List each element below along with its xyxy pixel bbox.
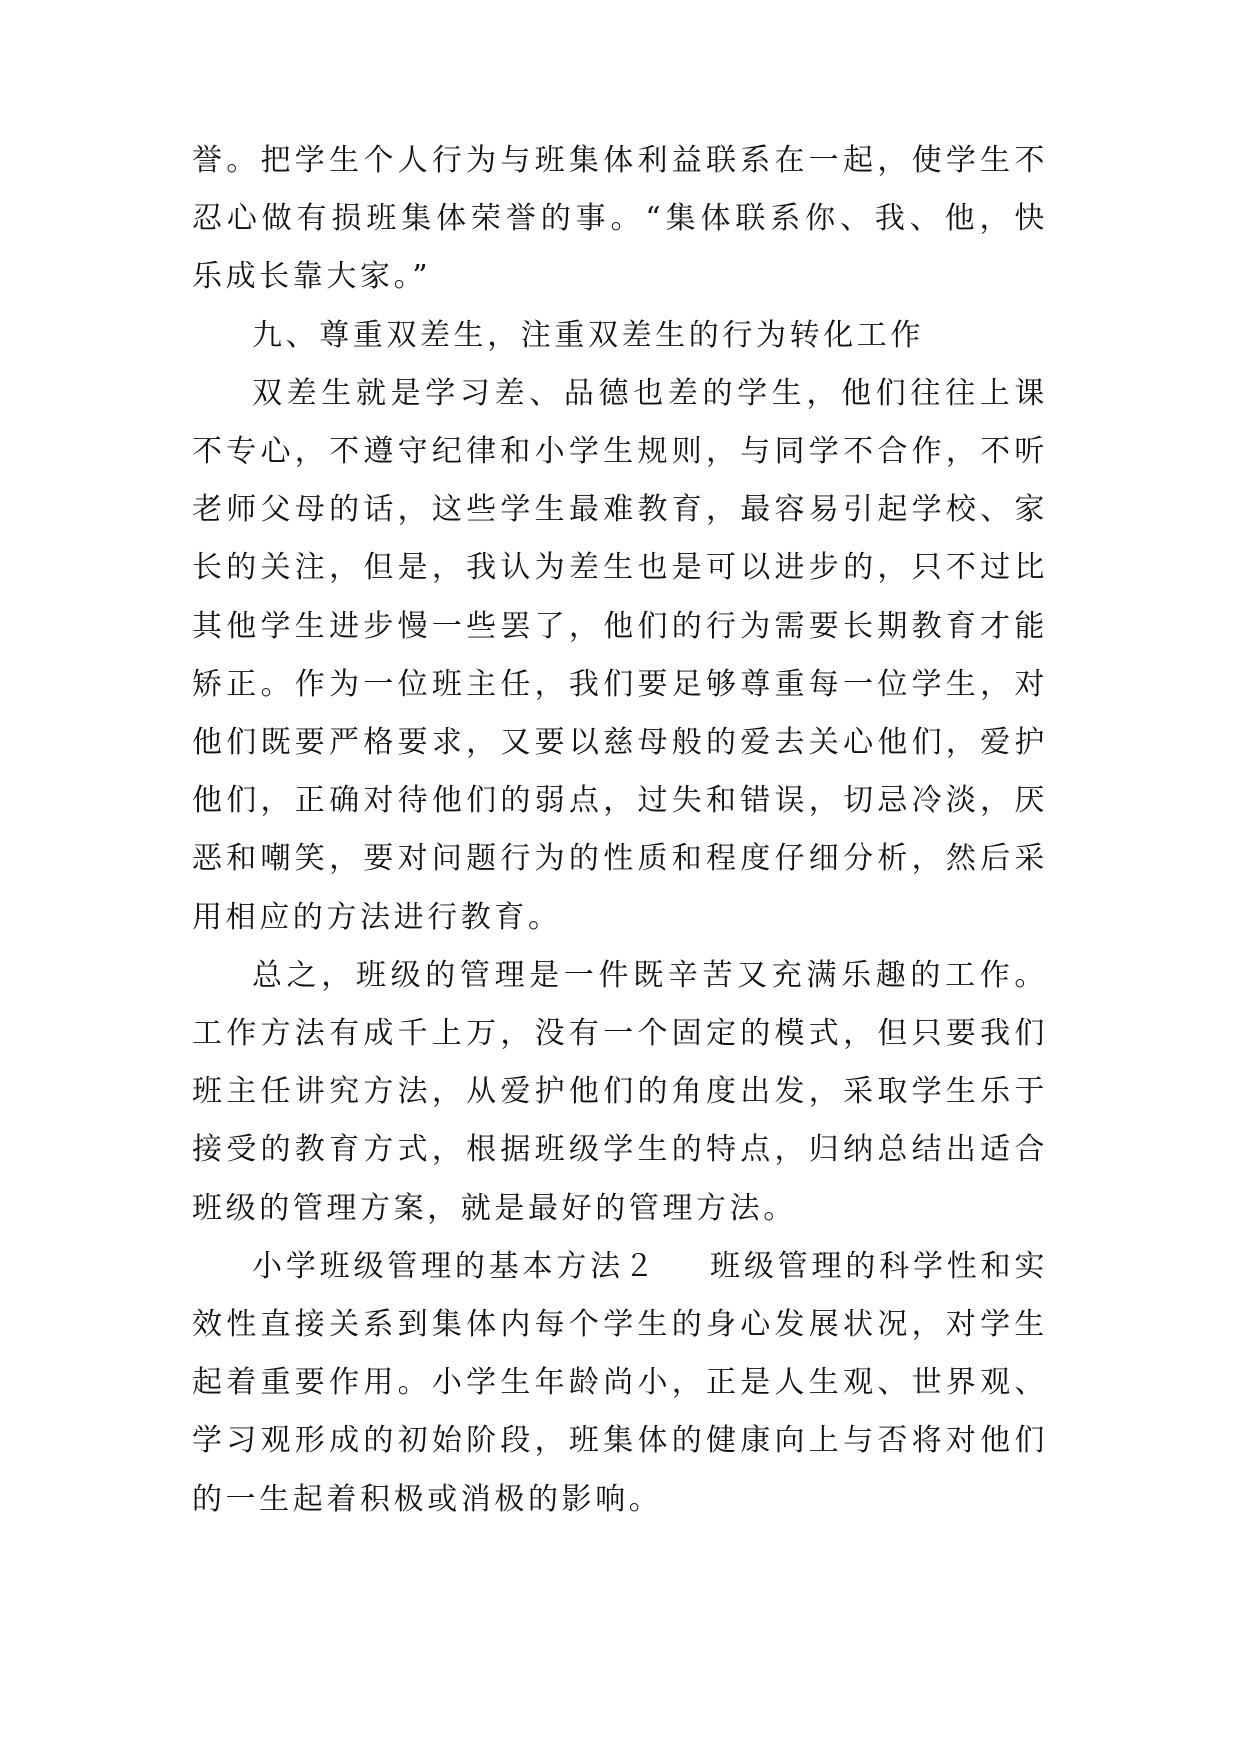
method-two-body: 班级管理的科学性和实效性直接关系到集体内每个学生的身心发展状况，对学生起着重要作用。小学生年龄尚小，正是人生观、世界观、学习观形成的初始阶段，班集体的健康向上与否将对他们的一生起着积极或消极的影响。 <box>192 1248 1049 1517</box>
section-heading-nine: 九、尊重双差生，注重双差生的行为转化工作 <box>252 317 924 353</box>
document-page <box>192 132 1048 1529</box>
paragraph-method-two <box>192 1238 1048 1529</box>
paragraph-double-poor-students: 双差生就是学习差、品德也差的学生，他们往往上课不专心，不遵守纪律和小学生规则，与同学不合作，不听老师父母的话，这些学生最难教育，最容易引起学校、家长的关注，但是，我认为差生也是可以进步的，只不过比其他学生进步慢一些罢了，他们的行为需要长期教育才能矫正。作为一位班主任，我们要足够尊重每一位学生，对他们既要严格要求，又要以慈母般的爱去关心他们，爱护他们，正确对待他们的弱点，过失和错误，切忌冷淡，厌恶和嘲笑，要对问题行为的性质和程度仔细分析，然后采用相应的方法进行教育。 <box>192 375 1048 935</box>
method-two-heading: 小学班级管理的基本方法２ <box>252 1248 658 1284</box>
paragraph-conclusion: 总之，班级的管理是一件既辛苦又充满乐趣的工作。工作方法有成千上万，没有一个固定的模式，但只要我们班主任讲究方法，从爱护他们的角度出发，采取学生乐于接受的教育方式，根据班级学生的特点，归纳总结出适合班级的管理方案，就是最好的管理方法。 <box>192 957 1048 1226</box>
paragraph-collective-honor: 誉。把学生个人行为与班集体利益联系在一起，使学生不忍心做有损班集体荣誉的事。“集体联系你、我、他，快乐成长靠大家。” <box>192 143 1048 295</box>
